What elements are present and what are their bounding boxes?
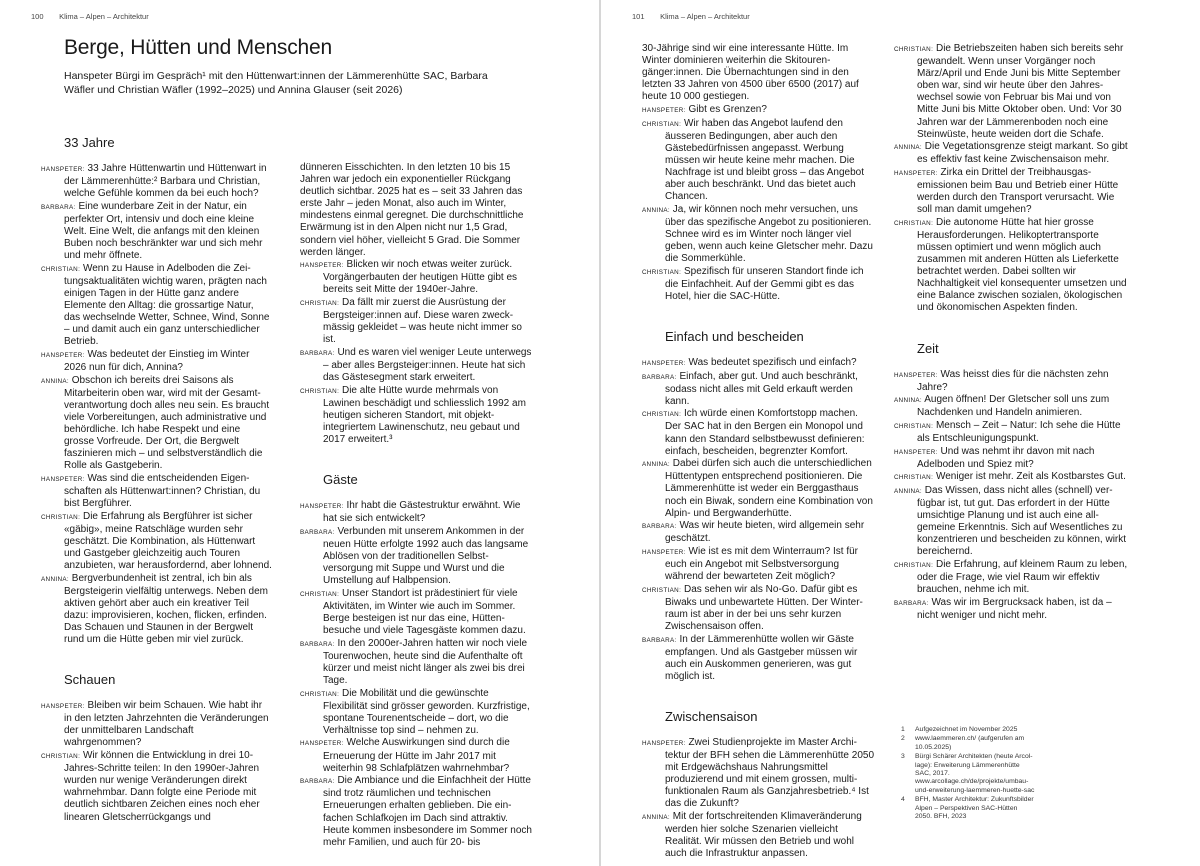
speaker-label: HANSPETER:	[41, 475, 85, 483]
dialogue-turn	[41, 201, 272, 262]
dialogue-turn	[642, 546, 874, 583]
body-text: Wir haben das Angebot laufend den äusseren Bedingungen, aber auch den Gästebedürfnissen angepasst. Werbung müssen wir heute keine mehr machen. Die Nachfrage ist und bleibt gross – das Angebot aber auch beschränkt. Und das bietet auch Chancen.	[665, 117, 865, 203]
dialogue-turn	[642, 118, 874, 204]
speaker-label: BARBARA:	[642, 636, 677, 644]
body-text: Was bedeutet spezifisch und einfach?	[688, 356, 857, 368]
dialogue-turn	[642, 408, 874, 457]
footnote-number: 2	[901, 735, 905, 743]
body-text: Die Betriebszeiten haben sich bereits sehr gewandelt. Wenn unser Vorgänger noch März/April und Ende Juni bis Mitte September oben war, sind wir heute über den Jahreswechsel sowie von Februar bis Mai und von Mitte Juni bis Mitte Oktober oben. Und: Vor 30 Jahren war der Lämmerenboden noch eine Steinwüste, heute weiden dort die Schafe.	[917, 43, 1124, 140]
body-text: Was bedeutet der Einstieg im Winter 2026 nun für dich, Annina?	[64, 348, 250, 373]
body-text: Ja, wir können noch mehr versuchen, uns über das spezifische Angebot zu positionieren. Schnee wird es im Winter noch länger viel geben, wenn auch keine Gletscher mehr. Dazu die Sommerkühle.	[665, 203, 873, 265]
dialogue-turn	[41, 263, 272, 349]
speaker-label: CHRISTIAN:	[642, 268, 682, 276]
body-text: Das Wissen, dass nicht alles (schnell) verfügbar ist, tut gut. Das erfordert in der Hütte umsichtige Planung und ist auch eine allgemeine Erkenntnis. Sich auf Wesentliches zu konzentrieren und bescheiden zu können, wirkt bereichernd.	[917, 484, 1127, 558]
dialogue-turn	[894, 446, 1132, 471]
body-text: Die alte Hütte wurde mehrmals von Lawinen beschädigt und schliesslich 1992 am heutigen sicheren Standort, mit objektintegriertem Lawinenschutz, neu gebaut und 2017 erweitert.³	[323, 384, 526, 446]
body-text: Die autonome Hütte hat hier grosse Herausforderungen. Helikoptertransporte müssen optimiert und wenn möglich auch zusammen mit anderen Hütten als Lieferkette betrachtet werden. Dabei sollten wir Nachhaltigkeit viel konsequenter umsetzen und eine Balance zwischen sozialen, ökologischen und ökonomischen Aspekten finden.	[917, 216, 1127, 314]
body-text: Ihr habt die Gästestruktur erwähnt. Wie hat sie sich entwickelt?	[323, 500, 521, 525]
body-text: Die Vegetationsgrenze steigt markant. So gibt es effektiv fast keine Zwischensaison mehr.	[917, 141, 1128, 166]
dialogue-turn	[300, 737, 532, 774]
body-text: Bleiben wir beim Schauen. Wie habt ihr in den letzten Jahrzehnten die Veränderungen der unmittelbaren Landschaft wahrgenommen?	[64, 700, 269, 749]
speaker-label: HANSPETER:	[894, 448, 938, 456]
dialogue-turn	[300, 385, 532, 446]
body-text: Die Ambiance und die Einfachheit der Hütte sind trotz räumlichen und technischen Erneuerungen erhalten geblieben. Die einfachen Schlafkojen im Dach sind attraktiv. Heute kommen insbesondere im Sommer noch mehr Familien, und auch für 20- bis	[323, 775, 532, 848]
dialogue-turn	[642, 634, 874, 683]
body-text: Mit der fortschreitenden Klimaveränderung werden hier solche Szenarien vielleicht Realität. Wir müssen den Betrieb und wohl auch die Infrastruktur anpassen.	[665, 810, 862, 860]
speaker-label: CHRISTIAN:	[642, 411, 682, 419]
body-text: Zirka ein Drittel der Treibhausgasemissionen beim Bau und Betrieb einer Hütte werden durch den Transport verursacht. Wie soll man damit umgehen?	[917, 166, 1119, 216]
body-text: Unser Standort ist prädestiniert für viele Aktivitäten, im Winter wie auch im Sommer. Berge besteigen ist nur das eine, Hüttenbesuche und viele Tagesgäste kommen dazu.	[323, 587, 526, 637]
article-title: Berge, Hütten und Menschen	[64, 36, 332, 59]
speaker-label: BARBARA:	[642, 373, 677, 381]
section-heading: Gäste	[323, 472, 358, 488]
speaker-label: BARBARA:	[894, 599, 929, 607]
dialogue-turn	[41, 163, 272, 200]
paragraph	[300, 162, 532, 259]
speaker-label: BARBARA:	[300, 778, 335, 786]
body-text: Die Erfahrung, auf kleinem Raum zu leben, oder die Frage, wie viel Raum wir effektiv brauchen, nehme ich mit.	[917, 558, 1128, 596]
speaker-label: CHRISTIAN:	[300, 590, 340, 598]
body-text: Welche Auswirkungen sind durch die Erneuerung der Hütte im Jahr 2017 mit weiterhin 98 Schlafplätzen wahrnehmbar?	[323, 737, 510, 774]
body-text: Da fällt mir zuerst die Ausrüstung der Bergsteiger:innen auf. Diese waren zweckmässig gekleidet – was heute nicht immer so ist.	[323, 297, 522, 346]
dialogue-turn	[894, 597, 1132, 622]
section-title: Klima – Alpen – Architektur	[660, 12, 750, 21]
speaker-label: CHRISTIAN:	[894, 219, 934, 227]
body-text: Dabei dürfen sich auch die unterschiedlichen Hüttentypen entsprechend positionieren. Die Lämmerenhütte ist weder ein Berggasthaus noch ein Biwak, sondern eine Kombination von Alpin- und Bergwanderhütte.	[665, 458, 873, 519]
dialogue-turn	[300, 347, 532, 384]
footnotes	[901, 726, 1161, 822]
dialogue-turn	[894, 141, 1132, 166]
body-text: Weniger ist mehr. Zeit als Kostbarstes Gut.	[935, 471, 1126, 483]
page-number: 100	[31, 12, 44, 21]
speaker-label: HANSPETER:	[300, 262, 344, 270]
footnote-text: BFH, Master Architektur: Zukunftsbilder Alpen – Perspektiven SAC-Hütten 2050. BFH, 2023	[915, 796, 1034, 821]
body-text: dünneren Eisschichten. In den letzten 10 bis 15 Jahren war jedoch ein exponentieller Rückgang deutlich sichtbar. 2025 hat es – seit 33 Jahren das erste Jahr – jeden Monat, also auch im Winter, mindestens einmal geregnet. Die durchschnittliche Erwärmung ist in den Alpen nicht nur 1,5 Grad, sondern viel höher, vielleicht 5 Grad. Die Sommer werden länger.	[300, 162, 524, 258]
speaker-label: CHRISTIAN:	[894, 46, 934, 53]
speaker-label: HANSPETER:	[300, 503, 344, 511]
speaker-label: CHRISTIAN:	[41, 513, 81, 521]
dialogue-turn	[642, 371, 874, 408]
body-text: Verbunden mit unserem Ankommen in der neuen Hütte erfolgte 1992 auch das langsame Ablösen von der traditionellen Selbstversorgung mit Suppe und Wurst und die Umstellung auf Halbpension.	[323, 525, 529, 587]
dialogue-turn	[642, 204, 874, 265]
body-text: Gibt es Grenzen?	[688, 103, 767, 115]
dialogue-turn	[894, 485, 1132, 559]
dialogue-turn	[300, 588, 532, 637]
speaker-label: BARBARA:	[300, 528, 335, 536]
article-intro: Hanspeter Bürgi im Gespräch¹ mit den Hüttenwart:innen der Lämmerenhütte SAC, Barbara Wäfler und Christian Wäfler (1992–2025) und Annina Glauser (seit 2026)	[64, 70, 488, 96]
dialogue-turn	[41, 511, 272, 572]
footnote	[901, 753, 1161, 795]
dialogue-turn	[300, 638, 532, 687]
dialogue-turn	[642, 266, 874, 303]
speaker-label: CHRISTIAN:	[642, 120, 682, 128]
speaker-label: ANNINA:	[894, 144, 922, 152]
speaker-label: HANSPETER:	[41, 166, 85, 173]
footnote-text: Bürgi Schärer Architekten (heute Arcollage): Erweiterung Lämmerenhütte SAC, 2017. www.arcollage.ch/de/projekte/umbau-und-erweiterung-laemmeren-huette-sac	[915, 753, 1035, 794]
dialogue-turn	[894, 559, 1132, 596]
body-text: Das sehen wir als No-Go. Dafür gibt es Biwaks und unbewartete Hütten. Der Winterraum ist aber in der bei uns sehr kurzen Zwischensaison offen.	[665, 583, 863, 632]
footnote-number: 4	[901, 796, 905, 804]
speaker-label: ANNINA:	[642, 206, 670, 214]
body-text: Die Erfahrung als Bergführer ist sicher «gäbig», meine Ratschläge wurden sehr geschätzt. Die Kombination, als Hüttenwart und Gastgeber gleichzeitig auch Touren anzubieten, war herausfordernd, aber lohnend.	[64, 510, 272, 571]
body-text: Und was nehmt ihr davon mit nach Adelboden und Spiez mit?	[917, 445, 1095, 470]
speaker-label: HANSPETER:	[300, 740, 344, 748]
section-title: Klima – Alpen – Architektur	[59, 12, 149, 21]
footnote-text: Aufgezeichnet im November 2025	[915, 726, 1018, 733]
running-header	[632, 12, 750, 21]
body-text: Spezifisch für unseren Standort finde ich die Einfachheit. Auf der Gemmi gibt es das Hotel, hier die SAC-Hütte.	[665, 265, 864, 302]
speaker-label: BARBARA:	[300, 640, 335, 648]
section-heading: Zwischensaison	[665, 708, 758, 724]
body-text: 30-Jährige sind wir eine interessante Hütte. Im Winter dominieren weiterhin die Skitourengänger:innen. Die Übernachtungen sind in den letzten 33 Jahren von 4500 über 6500 (2017) auf heute 10 000 gestiegen.	[642, 43, 859, 103]
dialogue-turn	[642, 357, 874, 370]
dialogue-turn	[41, 473, 272, 510]
speaker-label: CHRISTIAN:	[41, 265, 81, 273]
dialogue-turn	[642, 458, 874, 519]
dialogue-turn	[642, 104, 874, 117]
body-text: Obschon ich bereits drei Saisons als Mitarbeiterin oben war, wird mit der Gesamtverantwortung doch alles neu sein. Es braucht viele Vorbereitungen, auch administrative und behördliche. Ich habe Respekt und eine grosse Vorfreude. Der Ort, die Bergwelt faszinieren mich – und selbstverständlich die Rolle als Gastgeberin.	[64, 374, 270, 472]
dialogue-turn	[300, 775, 532, 849]
footnote	[901, 726, 1161, 734]
dialogue-turn	[894, 369, 1132, 394]
speaker-label: HANSPETER:	[41, 351, 85, 359]
dialogue-turn	[300, 297, 532, 346]
text-column	[300, 162, 532, 849]
body-text: In den 2000er-Jahren hatten wir noch viele Tourenwochen, heute sind die Aufenthalte oft kürzer und meist nicht länger als zwei bis drei Tage.	[323, 637, 528, 686]
dialogue-turn	[41, 700, 272, 749]
body-text: Was wir im Bergrucksack haben, ist da – nicht weniger und nicht mehr.	[917, 596, 1112, 621]
speaker-label: ANNINA:	[894, 397, 922, 405]
dialogue-turn	[894, 394, 1132, 419]
speaker-label: HANSPETER:	[894, 371, 938, 379]
speaker-label: ANNINA:	[642, 461, 670, 469]
speaker-label: HANSPETER:	[642, 106, 686, 114]
speaker-label: BARBARA:	[41, 203, 76, 211]
dialogue-turn	[41, 573, 272, 647]
body-text: Einfach, aber gut. Und auch beschränkt, sodass nicht alles mit Geld erkauft werden kann.	[665, 370, 858, 407]
text-column	[41, 135, 272, 824]
body-text: Augen öffnen! Der Gletscher soll uns zum Nachdenken und Handeln animieren.	[917, 394, 1110, 419]
section-heading: 33 Jahre	[64, 135, 115, 150]
dialogue-turn	[41, 375, 272, 473]
dialogue-turn	[300, 688, 532, 737]
body-text: In der Lämmerenhütte wollen wir Gäste empfangen. Und als Gastgeber müssen wir auch ein Auskommen generieren, was gut möglich ist.	[665, 633, 858, 682]
body-text: Blicken wir noch etwas weiter zurück. Vorgängerbauten der heutigen Hütte gibt es bereits seit Mitte der 1940er-Jahre.	[323, 259, 518, 296]
dialogue-turn	[894, 217, 1132, 315]
footnote	[901, 735, 1161, 752]
speaker-label: ANNINA:	[642, 813, 670, 821]
paragraph	[642, 43, 874, 103]
dialogue-turn	[300, 500, 532, 525]
body-text: Wie ist es mit dem Winterraum? Ist für euch ein Angebot mit Selbstversorgung während der bewarteten Zeit möglich?	[665, 545, 859, 583]
dialogue-turn	[41, 750, 272, 824]
body-text: Und es waren viel weniger Leute unterwegs – aber alles Bergsteiger:innen. Heute hat sich das Gästesegment stark erweitert.	[323, 346, 532, 384]
body-text: Mensch – Zeit – Natur: Ich sehe die Hütte als Entschleunigungspunkt.	[917, 419, 1121, 445]
body-text: Was wir heute bieten, wird allgemein sehr geschätzt.	[665, 520, 865, 545]
section-heading: Einfach und bescheiden	[665, 328, 804, 344]
body-text: Die Mobilität und die gewünschte Flexibilität sind grösser geworden. Kurzfristige, spontane Tourenentscheide – dort, wo die Verhältnisse top sind – nehmen zu.	[323, 687, 530, 736]
section-heading: Schauen	[64, 672, 116, 688]
speaker-label: ANNINA:	[41, 575, 69, 583]
dialogue-turn	[894, 43, 1132, 141]
dialogue-turn	[642, 811, 874, 860]
dialogue-turn	[642, 520, 874, 545]
speaker-label: CHRISTIAN:	[300, 300, 340, 308]
body-text: Eine wunderbare Zeit in der Natur, ein perfekter Ort, intensiv und doch eine kleine Welt. Eine Welt, die anfangs mit den kleinen Buben noch beschränkter war und sich mehr und mehr öffnete.	[64, 200, 263, 262]
running-header	[31, 12, 149, 21]
body-text: Was sind die entscheidenden Eigenschaften als Hüttenwart:innen? Christian, du bist Bergführer.	[64, 472, 261, 510]
left-page	[0, 0, 599, 866]
speaker-label: HANSPETER:	[642, 739, 686, 747]
body-text: Was heisst dies für die nächsten zehn Jahre?	[917, 368, 1109, 393]
body-text: Ich würde einen Komfortstopp machen. Der SAC hat in den Bergen ein Monopol und kann den Standard selbstbewusst definieren: einfach, bescheiden, begrenzter Komfort.	[665, 408, 865, 457]
body-text: Zwei Studienprojekte im Master Architektur der BFH sehen die Lämmerenhütte 2050 mit Erdgewächshaus Nahrungsmittel produzierend und mit einem grossen, multifunktionalen Raum als Ganzjahresbetrieb.⁴ Ist das die Zukunft?	[665, 736, 875, 810]
dialogue-turn	[41, 349, 272, 374]
speaker-label: BARBARA:	[642, 523, 677, 531]
footnote-number: 1	[901, 726, 905, 733]
text-column	[642, 43, 874, 861]
section-heading: Zeit	[917, 340, 939, 356]
speaker-label: CHRISTIAN:	[894, 474, 934, 482]
footnote-number: 3	[901, 753, 905, 761]
right-page	[601, 0, 1200, 866]
speaker-label: CHRISTIAN:	[300, 690, 340, 698]
speaker-label: HANSPETER:	[894, 169, 938, 177]
dialogue-turn	[894, 420, 1132, 445]
dialogue-turn	[894, 167, 1132, 216]
footnote-text: www.laemmeren.ch/ (aufgerufen am 10.05.2025)	[915, 735, 1025, 751]
speaker-label: HANSPETER:	[41, 703, 85, 711]
dialogue-turn	[894, 471, 1132, 484]
text-column	[894, 43, 1132, 622]
speaker-label: CHRISTIAN:	[894, 561, 934, 569]
speaker-label: CHRISTIAN:	[894, 422, 934, 430]
footnote	[901, 796, 1161, 821]
dialogue-turn	[642, 737, 874, 811]
speaker-label: ANNINA:	[41, 377, 69, 385]
body-text: Wenn zu Hause in Adelboden die Zeitungsaktualitäten wichtig waren, prägten nach einigen Tagen in der Hütte ganz andere Elemente den Alltag: die grossartige Natur, das wechselnde Wetter, Schnee, Wind, Sonne – und damit auch ein ganz unterschiedlicher Betrieb.	[64, 262, 270, 348]
body-text: 33 Jahre Hüttenwartin und Hüttenwart in der Lämmerenhütte:² Barbara und Christian, welche Gefühle kommen da bei euch hoch?	[64, 163, 267, 200]
speaker-label: CHRISTIAN:	[642, 586, 682, 594]
body-text: Bergverbundenheit ist zentral, ich bin als Bergsteigerin vielfältig unterwegs. Neben dem aktiven gehört aber auch ein kreativer Teil dazu: improvisieren, kochen, flicken, erfinden. Das Schauen und Staunen in der Bergwelt rund um die Hütte geben mir viel zurück.	[64, 572, 268, 646]
page-number: 101	[632, 12, 645, 21]
dialogue-turn	[300, 526, 532, 587]
speaker-label: BARBARA:	[300, 349, 335, 357]
dialogue-turn	[300, 259, 532, 296]
dialogue-turn	[642, 584, 874, 633]
speaker-label: HANSPETER:	[642, 548, 686, 556]
speaker-label: HANSPETER:	[642, 359, 686, 367]
speaker-label: CHRISTIAN:	[300, 387, 340, 395]
speaker-label: CHRISTIAN:	[41, 753, 81, 761]
body-text: Wir können die Entwicklung in drei 10-Jahres-Schritte teilen: In den 1990er-Jahren wurden nur wenige Veränderungen direkt wahrnehmbar. Dann folgte eine Periode mit deutlich sichtbaren Zeichen eines noch eher linearen Gletscherrückgangs und	[64, 750, 260, 823]
speaker-label: ANNINA:	[894, 487, 922, 495]
